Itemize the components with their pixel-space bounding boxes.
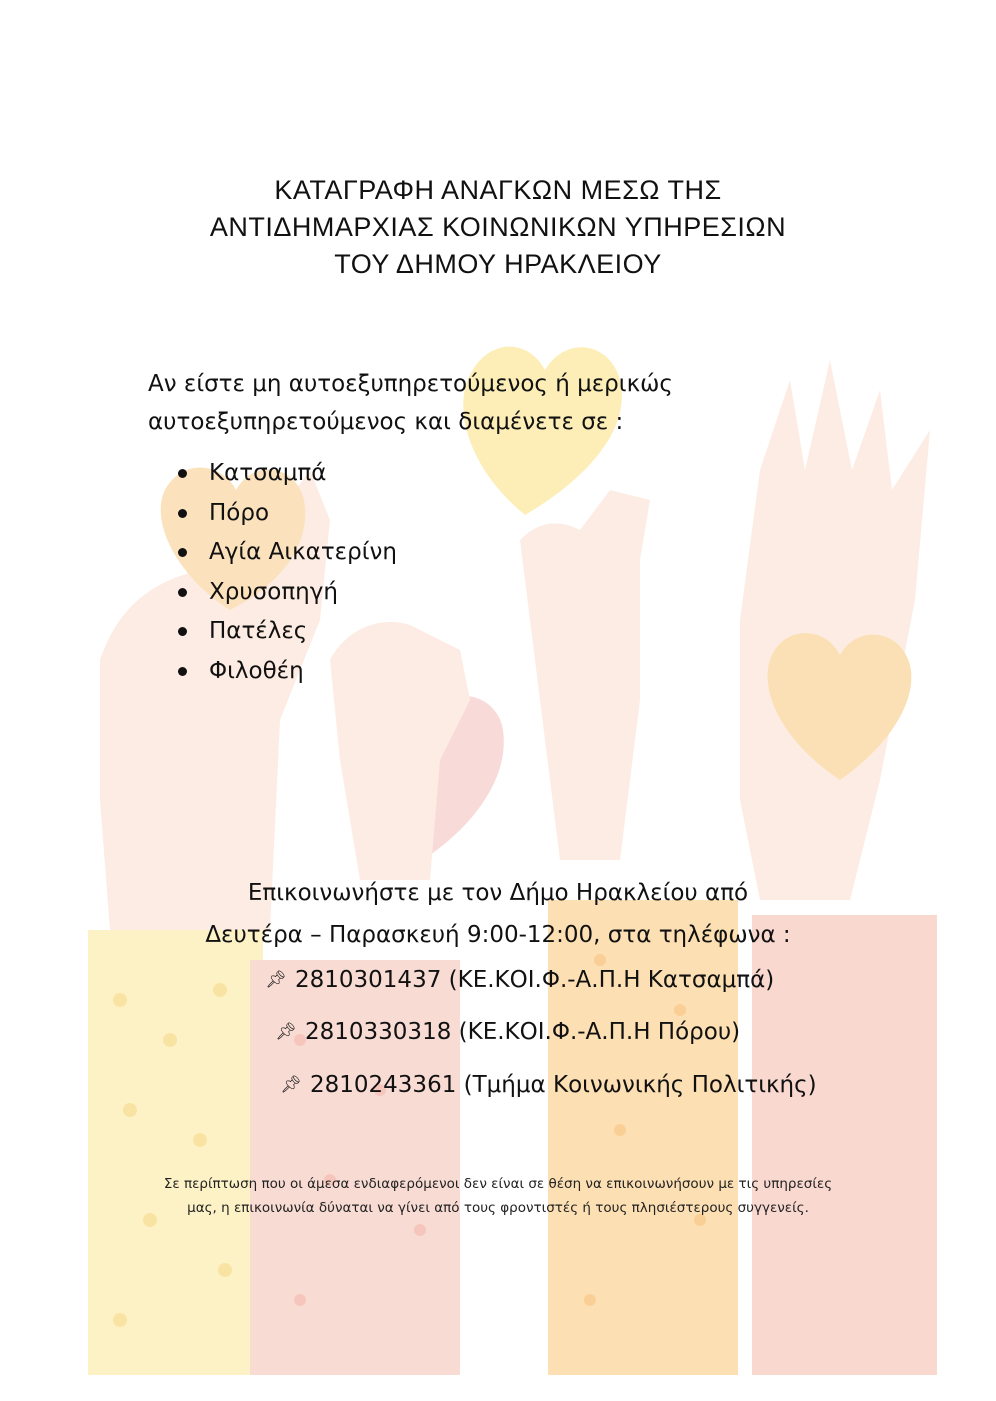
phone-label: (ΚΕ.ΚΟΙ.Φ.-Α.Π.Η Κατσαμπά): [448, 967, 775, 993]
intro-line-1: Αν είστε μη αυτοεξυπηρετούμενος ή μερικώς: [148, 371, 673, 397]
phone-label: (Τμήμα Κοινωνικής Πολιτικής): [463, 1072, 817, 1098]
contact-heading: [0, 872, 996, 956]
pushpin-icon: 📌︎: [280, 1075, 302, 1095]
phone-number[interactable]: 2810330318: [305, 1019, 452, 1045]
area-label: Αγία Αικατερίνη: [209, 539, 397, 565]
title-line-2: ΑΝΤΙΔΗΜΑΡΧΙΑΣ ΚΟΙΝΩΝΙΚΩΝ ΥΠΗΡΕΣΙΩΝ: [209, 212, 787, 242]
page-title: [0, 172, 996, 283]
phone-number[interactable]: 2810243361: [310, 1072, 457, 1098]
phone-entry: [275, 1017, 740, 1047]
phone-number[interactable]: 2810301437: [295, 967, 442, 993]
bullet-dot-icon: [178, 627, 187, 636]
intro-text: [148, 365, 788, 441]
pushpin-icon: 📌︎: [265, 970, 287, 990]
list-item: [178, 652, 397, 692]
list-item: [178, 494, 397, 534]
area-label: Φιλοθέη: [209, 657, 304, 684]
intro-line-2: αυτοεξυπηρετούμενος και διαμένετε σε :: [148, 409, 624, 435]
bullet-dot-icon: [178, 548, 187, 557]
footnote: Σε περίπτωση που οι άμεσα ενδιαφερόμενοι δεν είναι σε θέση να επικοινωνήσουν με τις υπηρεσίες μας, η επικοινωνία δύναται να γίνει από τους φροντιστές ή τους πλησιέστερους συγγενείς.: [163, 1176, 833, 1216]
list-item: [178, 454, 397, 494]
title-line-1: ΚΑΤΑΓΡΑΦΗ ΑΝΑΓΚΩΝ ΜΕΣΩ ΤΗΣ: [274, 175, 722, 205]
area-label: Κατσαμπά: [209, 460, 327, 486]
phone-label: (ΚΕ.ΚΟΙ.Φ.-Α.Π.Η Πόρου): [458, 1019, 741, 1045]
area-label: Χρυσοπηγή: [209, 578, 338, 605]
phone-entry: [280, 1070, 817, 1100]
area-label: Πόρο: [209, 499, 270, 526]
bullet-dot-icon: [178, 509, 187, 518]
list-item: [178, 612, 397, 652]
pushpin-icon: 📌︎: [275, 1022, 297, 1042]
areas-list: [178, 454, 397, 691]
contact-line-1: Επικοινωνήστε με τον Δήμο Ηρακλείου από: [247, 880, 749, 906]
bullet-dot-icon: [178, 588, 187, 597]
list-item: [178, 573, 397, 613]
phone-entry: [265, 965, 774, 995]
list-item: [178, 533, 397, 573]
area-label: Πατέλες: [209, 618, 308, 644]
title-line-3: ΤΟΥ ΔΗΜΟΥ ΗΡΑΚΛΕΙΟΥ: [334, 249, 662, 279]
contact-line-2: Δευτέρα – Παρασκευή 9:00-12:00, στα τηλέφωνα :: [205, 922, 791, 948]
bullet-dot-icon: [178, 469, 187, 478]
bullet-dot-icon: [178, 667, 187, 676]
